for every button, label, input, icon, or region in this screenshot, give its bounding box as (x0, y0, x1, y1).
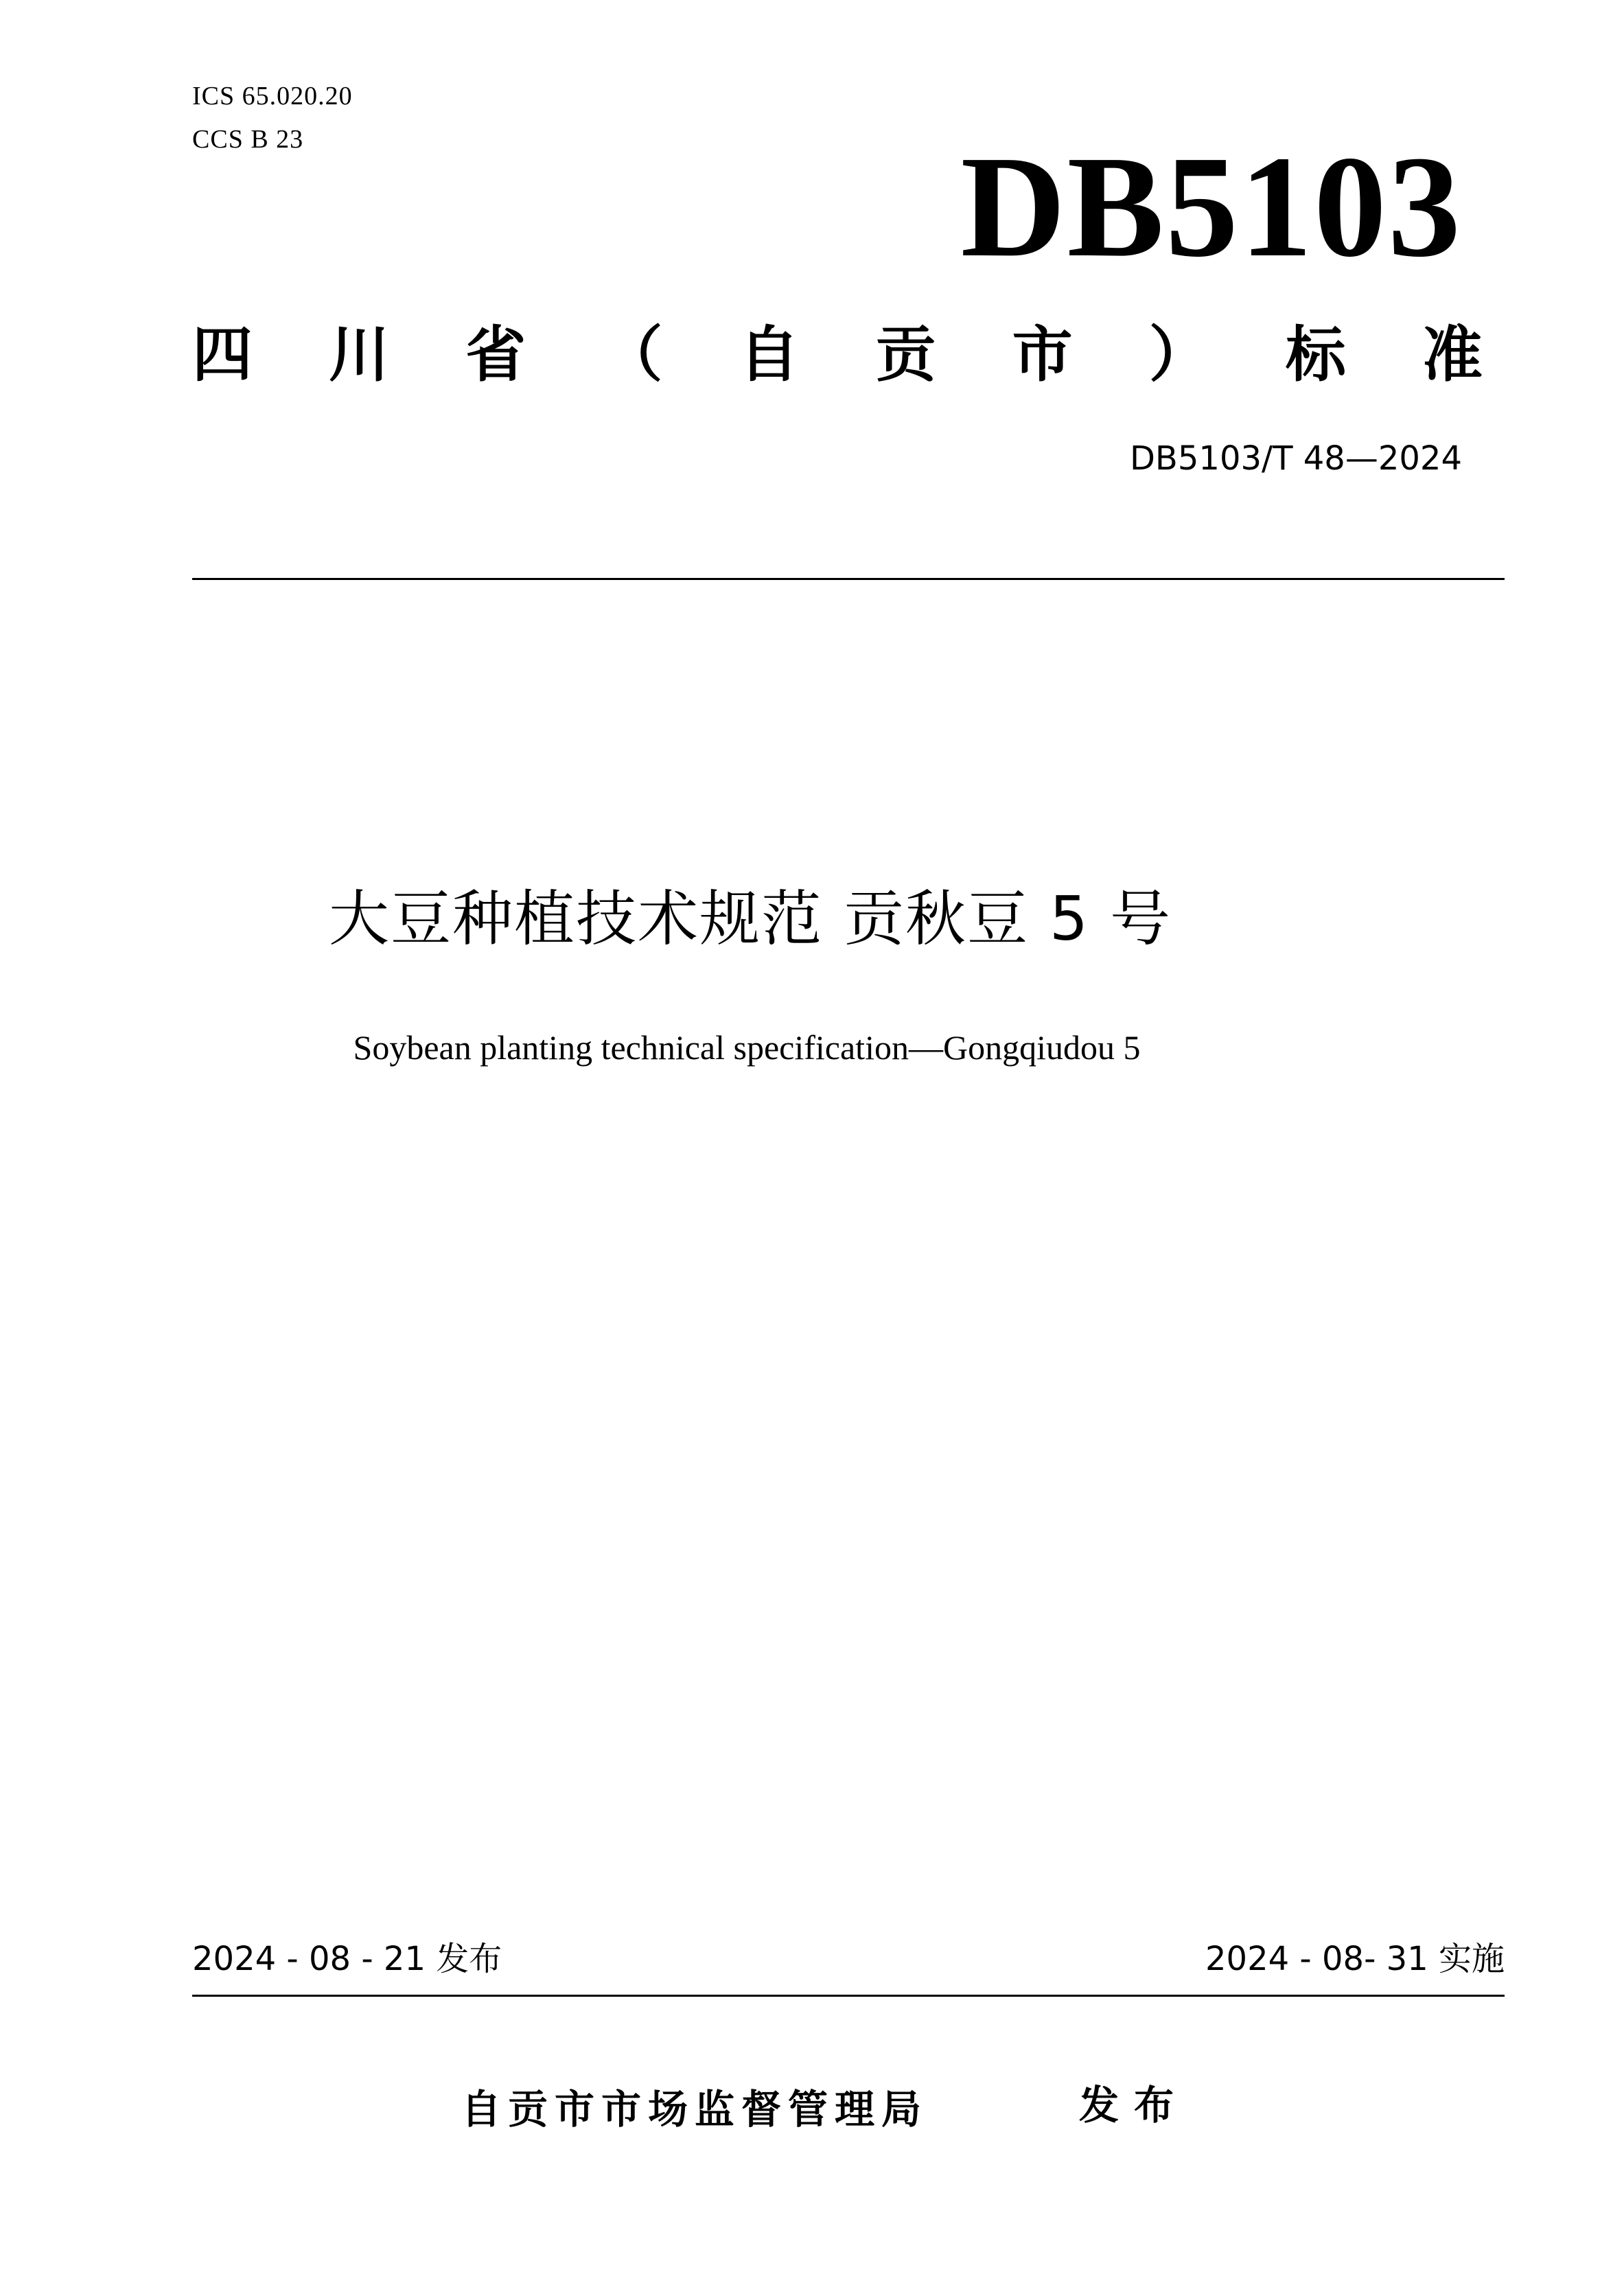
standard-type-char: （ (602, 319, 663, 390)
publish-label: 发布 (1079, 2082, 1190, 2129)
document-title-english: Soybean planting technical specification—Gongqiudou 5 (353, 1028, 1141, 1067)
standard-type-char: 标 (1285, 319, 1346, 390)
standard-type-char: 贡 (875, 319, 936, 390)
implementation-date: 2024 - 08- 31 实施 (1205, 1940, 1505, 1978)
ccs-code: CCS B 23 (192, 125, 304, 154)
standard-type-char: 省 (465, 319, 526, 390)
standard-number: DB5103/T 48—2024 (1129, 439, 1462, 478)
issue-date: 2024 - 08 - 21 发布 (192, 1940, 502, 1978)
document-title-chinese: 大豆种植技术规范 贡秋豆 5 号 (329, 883, 1172, 954)
publisher-name: 自贡市市场监督管理局 (461, 2086, 929, 2133)
standard-type-char: 准 (1422, 319, 1483, 390)
top-divider (192, 578, 1505, 580)
standard-code-logo: DB5103 (960, 126, 1462, 287)
ics-code: ICS 65.020.20 (192, 82, 353, 111)
bottom-divider (192, 1995, 1505, 1997)
standard-type-char: 四 (192, 319, 253, 390)
standard-type-char: 川 (329, 319, 390, 390)
standard-type-char: 市 (1012, 319, 1073, 390)
standard-type-char: ） (1148, 319, 1209, 390)
standard-type-heading (192, 317, 1483, 393)
standard-type-char: 自 (739, 319, 800, 390)
